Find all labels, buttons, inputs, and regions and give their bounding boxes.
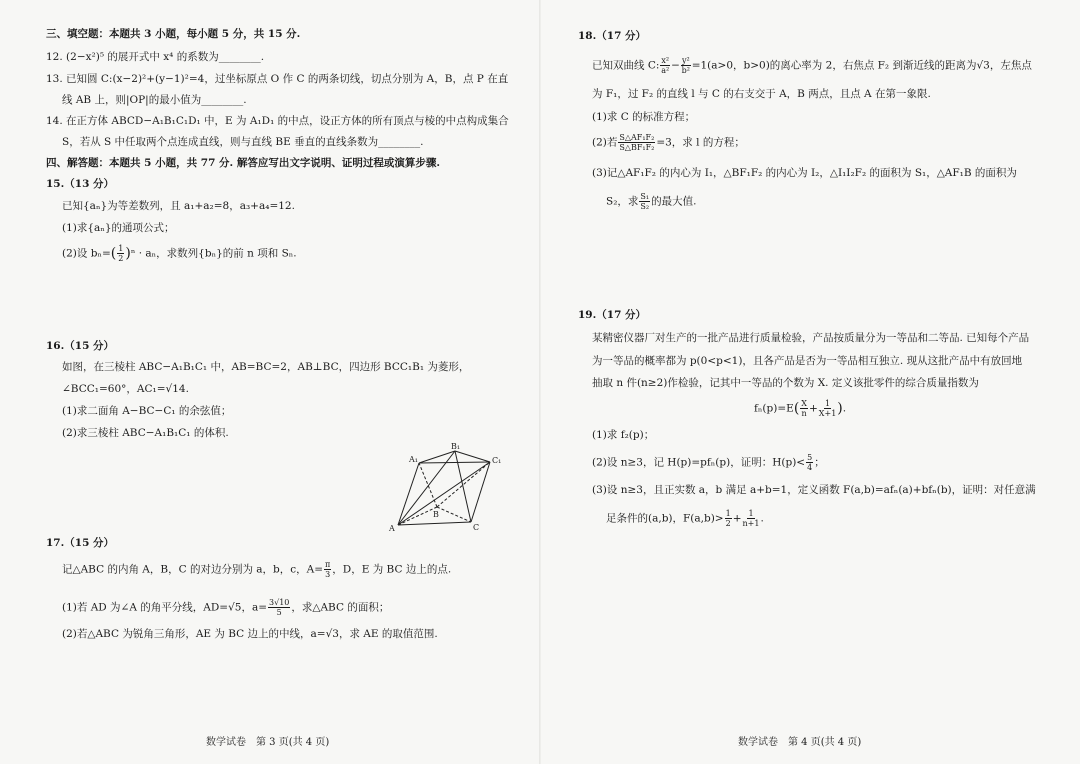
- fraction: $\frac{\text{y²}}{\text{b²}}$: [681, 56, 690, 75]
- fraction: $\frac{\pi}{3}$: [325, 560, 331, 579]
- question-16-header: 16.（15 分）: [46, 340, 115, 352]
- question-13-line1: 13. 已知圆 C:(x−2)²+(y−1)²=4，过坐标原点 O 作 C 的两条切线，切点分别为 A，B，点 P 在直: [46, 73, 509, 85]
- label-c: C: [473, 523, 480, 532]
- fraction: $\frac{X}{n}$: [801, 399, 807, 418]
- question-18-line1: 已知双曲线 C: $\frac{\text{x²}}{\text{a²}}$ − $\frac{\text{y²}}{\text{b²}}$ =1(a>0，b>0)的离心率为 2，右焦点 F₂ 到渐近线的距离为√3，左焦点: [592, 56, 1032, 75]
- question-19-part3-line1: (3)设 n≥3，且正实数 a，b 满足 a+b=1，定义函数 F(a,b)=afₙ(a)+bfₙ(b)，证明：对任意满: [592, 484, 1036, 496]
- question-17-part2: (2)若△ABC 为锐角三角形，AE 为 BC 边上的中线，a=√3，求 AE 的取值范围.: [62, 628, 438, 640]
- question-14-line2: S，若从 S 中任取两个点连成直线，则与直线 BE 垂直的直线条数为________.: [62, 136, 424, 148]
- question-19-line3: 抽取 n 件(n≥2)作检验，记其中一等品的个数为 X. 定义该批零件的综合质量指数为: [592, 377, 979, 389]
- question-13-line2: 线 AB 上，则|OP|的最小值为________.: [62, 94, 247, 106]
- fraction: $\frac{1}{n+1}$: [742, 509, 760, 528]
- question-19-header: 19.（17 分）: [578, 309, 647, 321]
- fraction: $\frac{1}{2}$: [725, 509, 731, 528]
- question-17-part1: (1)若 AD 为∠A 的角平分线，AD=√5，a= $\frac{3√10}{5}$ ，求△ABC 的面积；: [62, 598, 390, 617]
- question-19-line1: 某精密仪器厂对生产的一批产品进行质量检验，产品按质量分为一等品和二等品. 已知每个产品: [592, 332, 1030, 344]
- question-15-part2: [62, 244, 297, 263]
- question-18-part3-line2: S₂，求 $\frac{\text{S₁}}{\text{S₂}}$ 的最大值.: [606, 192, 697, 211]
- question-15-stem: 已知{aₙ}为等差数列，且 a₁+a₂=8，a₃+a₄=12.: [62, 200, 295, 212]
- question-18-line2: 为 F₁，过 F₂ 的直线 l 与 C 的右支交于 A，B 两点，且点 A 在第一象限.: [592, 88, 931, 100]
- label-b: B: [433, 510, 439, 519]
- label-a: A: [389, 524, 395, 533]
- question-19-line2: 为一等品的概率都为 p(0<p<1)，且各产品是否为一等品相互独立. 现从这批产品中有放回地: [592, 355, 1023, 367]
- question-16-line2: ∠BCC₁=60°，AC₁=√14.: [62, 383, 189, 395]
- label-a1: A₁: [409, 455, 418, 464]
- q15-part2-prefix: (2)设 bₙ=: [62, 247, 111, 260]
- question-19-part2: (2)设 n≥3，记 H(p)=pfₙ(p)，证明：H(p)< $\frac{5}{4}$ ；: [592, 453, 825, 472]
- question-14-line1: 14. 在正方体 ABCD−A₁B₁C₁D₁ 中，E 为 A₁D₁ 的中点，设正方体的所有顶点与棱的中点构成集合: [46, 115, 509, 127]
- question-18-part1: (1)求 C 的标准方程；: [592, 111, 696, 123]
- question-18-part2: (2)若 $\frac{\text{S△AF₁F₂}}{\text{S△BF₁F₂}}$ =3，求 l 的方程；: [592, 133, 745, 152]
- prism-figure: [385, 443, 505, 535]
- fraction: $\frac{5}{4}$: [807, 453, 813, 472]
- section3-heading: 三、填空题：本题共 3 小题，每小题 5 分，共 15 分.: [46, 28, 301, 40]
- question-19-part1: (1)求 f₂(p)；: [592, 429, 655, 441]
- fraction: $\frac{3√10}{5}$: [269, 598, 290, 617]
- question-17-header: 17.（15 分）: [46, 537, 115, 549]
- fraction: $\frac{\text{S△AF₁F₂}}{\text{S△BF₁F₂}}$: [619, 133, 655, 152]
- label-b1: B₁: [451, 443, 461, 451]
- question-15-header: 15.（13 分）: [46, 178, 115, 190]
- question-16-part2: (2)求三棱柱 ABC−A₁B₁C₁ 的体积.: [62, 427, 229, 439]
- page-footer: 数学试卷 第 3 页(共 4 页): [206, 737, 330, 748]
- question-16-part1: (1)求二面角 A−BC−C₁ 的余弦值；: [62, 405, 232, 417]
- question-18-part3-line1: (3)记△AF₁F₂ 的内心为 I₁，△BF₁F₂ 的内心为 I₂，△I₁I₂F₂ 的面积为 S₁，△AF₁B 的面积为: [592, 167, 1017, 179]
- section4-heading: 四、解答题：本题共 5 小题，共 77 分. 解答应写出文字说明、证明过程或演算步骤.: [46, 157, 441, 169]
- q15-part2-suffix: ⁿ · aₙ，求数列{bₙ}的前 n 项和 Sₙ.: [130, 247, 297, 260]
- fraction: $\frac{\text{x²}}{\text{a²}}$: [661, 56, 670, 75]
- right-paren: ): [125, 245, 131, 262]
- fraction: $\frac{1}{2}$: [118, 244, 124, 263]
- label-c1: C₁: [492, 456, 502, 465]
- question-17-stem: 记△ABC 的内角 A，B，C 的对边分别为 a，b，c，A= $\frac{\pi}{3}$ ，D，E 为 BC 边上的点.: [62, 560, 452, 579]
- question-19-part3-line2: 足条件的(a,b)，F(a,b)> $\frac{1}{2}$ + $\frac{1}{n+1}$ .: [606, 509, 764, 528]
- left-paren: (: [110, 245, 117, 262]
- question-18-header: 18.（17 分）: [578, 30, 647, 42]
- fraction: $\frac{1}{X+1}$: [818, 399, 837, 418]
- question-19-formula: fₙ(p)=E( $\frac{X}{n}$ + $\frac{1}{X+1}$ ).: [754, 399, 847, 418]
- page-footer: 数学试卷 第 4 页(共 4 页): [738, 737, 862, 748]
- question-12: 12. (2−x²)⁵ 的展开式中 x⁴ 的系数为________.: [46, 51, 265, 63]
- question-15-part1: (1)求{aₙ}的通项公式；: [62, 222, 175, 234]
- question-16-line1: 如图，在三棱柱 ABC−A₁B₁C₁ 中，AB=BC=2，AB⊥BC，四边形 BCC₁B₁ 为菱形，: [62, 361, 470, 373]
- page-4: [540, 0, 1080, 764]
- fraction: $\frac{\text{S₁}}{\text{S₂}}$: [640, 192, 650, 211]
